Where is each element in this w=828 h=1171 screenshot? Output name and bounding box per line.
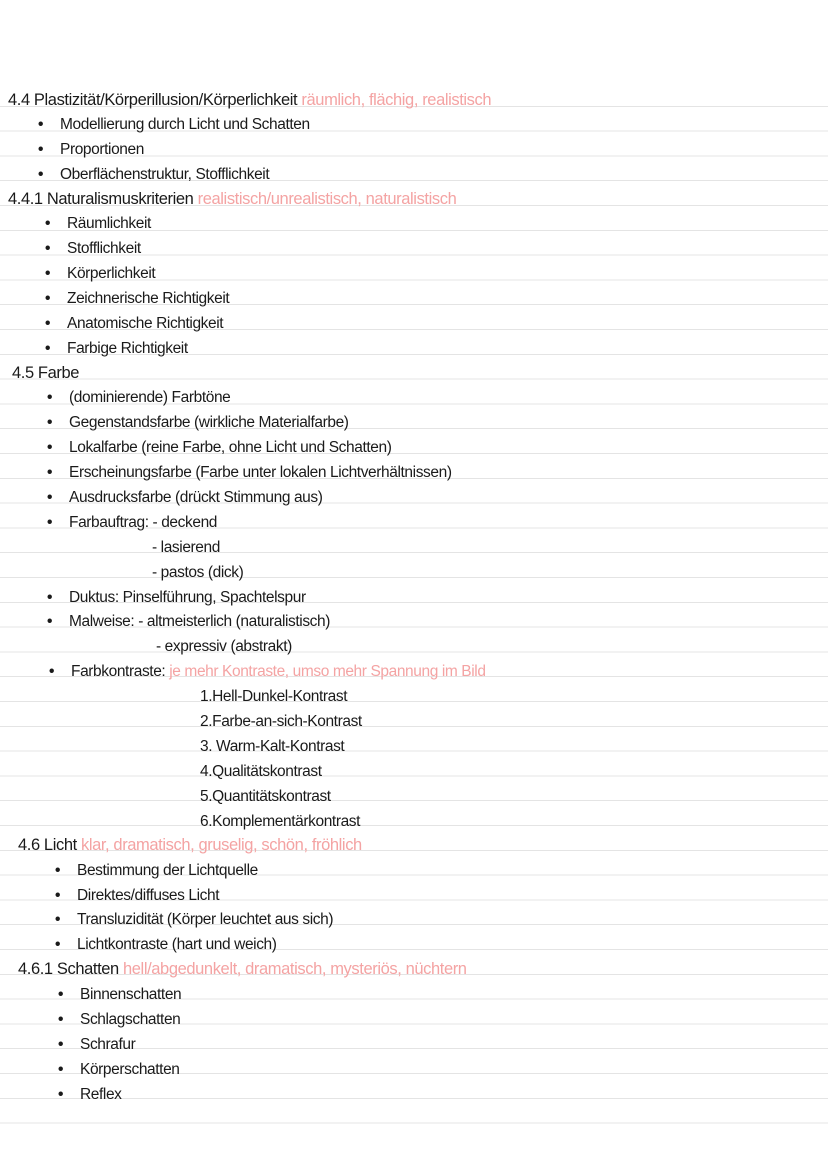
bullet-icon: • — [47, 414, 53, 431]
list-item: • Körperlichkeit — [45, 262, 155, 286]
heading-4-6-text: 4.6 Licht — [18, 836, 77, 854]
list-item: • Oberflächenstruktur, Stofflichkeit — [38, 163, 269, 187]
sub-item: - pastos (dick) — [152, 564, 244, 581]
contrast-item: 2.Farbe-an-sich-Kontrast — [200, 713, 362, 730]
list-item: • Ausdrucksfarbe (drückt Stimmung aus) — [47, 486, 323, 510]
list-item: • Transluzidität (Körper leuchtet aus sich) — [55, 908, 333, 932]
list-item-farbauftrag: • Farbauftrag: - deckend — [47, 511, 217, 535]
bullet-icon: • — [38, 116, 44, 133]
bullet-icon: • — [47, 514, 53, 531]
bullet-icon: • — [47, 439, 53, 456]
bullet-icon: • — [38, 166, 44, 183]
bullet-icon: • — [58, 1061, 64, 1078]
list-item: • Stofflichkeit — [45, 237, 141, 261]
bullet-icon: • — [45, 290, 51, 307]
farbkontraste-note: je mehr Kontraste, umso mehr Spannung im Bild — [169, 663, 486, 680]
contrast-item: 6.Komplementärkontrast — [200, 813, 361, 830]
heading-4-6-note: klar, dramatisch, gruselig, schön, fröhlich — [80, 836, 362, 854]
bullet-icon: • — [47, 589, 53, 606]
list-item: • Modellierung durch Licht und Schatten — [38, 113, 310, 137]
bullet-icon: • — [38, 141, 44, 158]
bullet-icon: • — [47, 613, 53, 630]
bullet-icon: • — [55, 936, 61, 953]
bullet-icon: • — [58, 1086, 64, 1103]
bullet-icon: • — [45, 340, 51, 357]
bullet-icon: • — [58, 1011, 64, 1028]
heading-4-6-1 — [18, 957, 467, 981]
sub-item: - expressiv (abstrakt) — [156, 638, 292, 655]
contrast-item: 3. Warm-Kalt-Kontrast — [200, 738, 345, 755]
sub-item: - lasierend — [152, 539, 220, 556]
list-item: • Anatomische Richtigkeit — [45, 312, 223, 336]
bullet-icon: • — [45, 315, 51, 332]
list-item-malweise: • Malweise: - altmeisterlich (naturalistisch) — [47, 610, 330, 634]
list-item: • Lokalfarbe (reine Farbe, ohne Licht und Schatten) — [47, 436, 391, 460]
heading-4-6-1-text: 4.6.1 Schatten — [18, 960, 119, 978]
list-item: • Binnenschatten — [58, 983, 181, 1007]
contrast-item: 4.Qualitätskontrast — [200, 763, 322, 780]
list-item: • Gegenstandsfarbe (wirkliche Materialfarbe) — [47, 411, 349, 435]
list-item: • Schrafur — [58, 1033, 135, 1057]
bullet-icon: • — [47, 389, 53, 406]
heading-4-4-text: 4.4 Plastizität/Körperillusion/Körperlichkeit — [8, 91, 298, 109]
list-item: • Farbige Richtigkeit — [45, 337, 188, 361]
bullet-icon: • — [58, 1036, 64, 1053]
bullet-icon: • — [47, 464, 53, 481]
bullet-icon: • — [47, 489, 53, 506]
bullet-icon: • — [55, 862, 61, 879]
list-item-duktus: • Duktus: Pinselführung, Spachtelspur — [47, 586, 306, 610]
list-item: • Reflex — [58, 1083, 122, 1107]
bullet-icon: • — [49, 663, 55, 680]
bullet-icon: • — [45, 240, 51, 257]
list-item: • Körperschatten — [58, 1058, 180, 1082]
heading-4-6 — [18, 833, 362, 857]
heading-4-6-1-note: hell/abgedunkelt, dramatisch, mysteriös, nüchtern — [123, 960, 467, 978]
contrast-item: 5.Quantitätskontrast — [200, 788, 331, 805]
list-item: • Räumlichkeit — [45, 212, 151, 236]
heading-4-4-note: räumlich, flächig, realistisch — [301, 91, 492, 109]
heading-4-4-1 — [8, 187, 456, 211]
list-item: • Bestimmung der Lichtquelle — [55, 859, 258, 883]
bullet-icon: • — [55, 911, 61, 928]
list-item: • (dominierende) Farbtöne — [47, 386, 230, 410]
bullet-icon: • — [58, 986, 64, 1003]
list-item-farbkontraste: • Farbkontraste: je mehr Kontraste, umso mehr Spannung im Bild — [49, 660, 486, 684]
heading-4-4-1-note: realistisch/unrealistisch, naturalistisch — [197, 190, 457, 208]
list-item: • Zeichnerische Richtigkeit — [45, 287, 229, 311]
list-item: • Direktes/diffuses Licht — [55, 884, 219, 908]
heading-4-5 — [12, 361, 79, 385]
bullet-icon: • — [45, 265, 51, 282]
list-item: • Proportionen — [38, 138, 144, 162]
contrast-item: 1.Hell-Dunkel-Kontrast — [200, 688, 348, 705]
list-item: • Erscheinungsfarbe (Farbe unter lokalen Lichtverhältnissen) — [47, 461, 452, 485]
bullet-icon: • — [55, 887, 61, 904]
list-item: • Lichtkontraste (hart und weich) — [55, 933, 277, 957]
heading-4-5-text: 4.5 Farbe — [12, 364, 80, 382]
heading-4-4 — [8, 88, 491, 112]
bullet-icon: • — [45, 215, 51, 232]
list-item: • Schlagschatten — [58, 1008, 180, 1032]
heading-4-4-1-text: 4.4.1 Naturalismuskriterien — [8, 190, 194, 208]
